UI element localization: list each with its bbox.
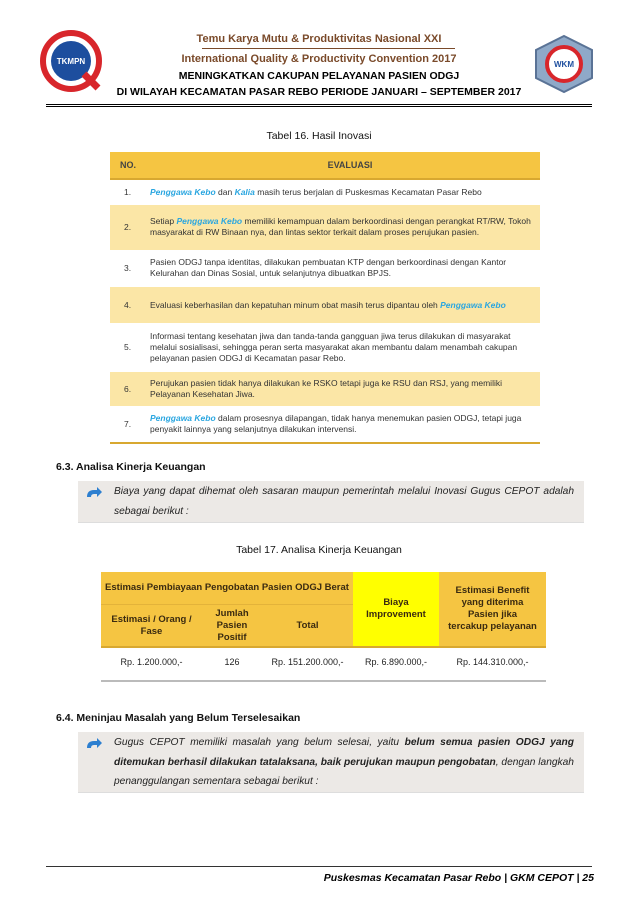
evaluation-text: memiliki kemampuan dalam berkoordinasi dengan perangkat RT/RW, Tokoh masyarakat di RW Binaan nya, dan lintas sektor terkait dalam proses perujukan pasien. (150, 216, 531, 238)
row-number: 6. (110, 372, 150, 406)
arrow-right-icon (85, 487, 103, 501)
cell-estimasi: Rp. 1.200.000,- (120, 657, 183, 667)
col-header-no: NO. (110, 152, 150, 179)
col-header-biaya: Biaya Improvement (353, 572, 439, 646)
table-row (110, 287, 540, 324)
cell-benefit: Rp. 144.310.000,- (456, 657, 529, 667)
keyword-text: Penggawa Kebo (150, 413, 216, 424)
table-row (110, 250, 540, 287)
section-6-3-note-text: Biaya yang dapat dihemat oleh sasaran maupun pemerintah melalui Inovasi Gugus CEPOT adalah sebagai berikut : (114, 486, 574, 517)
footer-rule (46, 866, 592, 867)
table17-caption: Tabel 17. Analisa Kinerja Keuangan (236, 544, 402, 556)
header-divider (202, 48, 455, 49)
row-evaluation (150, 372, 540, 406)
evaluation-text: Perujukan pasien tidak hanya dilakukan ke RSKO tetapi juga ke RSU dan RSJ, yang memiliki Pelayanan Kesehatan Jiwa. (150, 378, 502, 400)
col-header-jumlah: Jumlah Pasien Positif (202, 604, 262, 646)
col-header-evaluasi: EVALUASI (150, 152, 540, 179)
cell-total: Rp. 151.200.000,- (271, 657, 344, 667)
logo-right-text: WKM (554, 60, 574, 69)
row-number: 7. (110, 406, 150, 443)
section-6-3-heading: 6.3. Analisa Kinerja Keuangan (56, 461, 206, 473)
document-title-line1: MENINGKATKAN CAKUPAN PELAYANAN PASIEN ODGJ (178, 70, 460, 82)
section-6-4-heading: 6.4. Meninjau Masalah yang Belum Terselesaikan (56, 712, 301, 724)
col-header-estimasi: Estimasi / Orang / Fase (101, 604, 202, 646)
row-number: 3. (124, 262, 132, 273)
section-6-4-note (78, 732, 584, 793)
document-title-line2: DI WILAYAH KECAMATAN PASAR REBO PERIODE JANUARI – SEPTEMBER 2017 (116, 86, 522, 98)
keyword-text: Kalia (234, 186, 255, 197)
row-number: 1. (124, 186, 132, 197)
section-6-3-note (78, 481, 584, 523)
table-row (110, 205, 540, 250)
row-evaluation (150, 250, 540, 287)
wkm-logo (532, 34, 596, 94)
row-number: 5. (124, 342, 132, 353)
logo-left-text: TKMPN (56, 57, 86, 66)
evaluation-text: Informasi tentang kesehatan jiwa dan tanda-tanda gangguan jiwa terus dilakukan di masyarakat melalui sosialisasi, sehingga peran serta masyarakat akan membantu dalam menambah cakupan pelayanan pasien ODGJ di Kecamatan pasar Rebo. (150, 331, 518, 364)
table-row (110, 323, 540, 371)
table-header-row (110, 152, 540, 179)
keyword-text: Penggawa Kebo (150, 186, 216, 197)
arrow-right-icon (85, 738, 103, 752)
evaluation-text: Setiap (150, 216, 177, 227)
table-row (110, 179, 540, 205)
section-6-4-note-text (114, 733, 574, 792)
cell-biaya: Rp. 6.890.000,- (364, 657, 428, 667)
row-number: 2. (110, 205, 150, 250)
note-text-part: Gugus CEPOT memiliki masalah yang belum selesai, yaitu (114, 737, 405, 748)
col-header-benefit: Estimasi Benefit yang diterima Pasien jika tercakup pelayanan (439, 572, 546, 646)
note-text-emphasis: belum semua pasien ODGJ yang ditemukan berhasil dilakukan tatalaksana, baik perujukan maupun pengobatan (114, 737, 574, 768)
evaluation-text: dan (215, 186, 235, 197)
cell-jumlah: 126 (224, 657, 240, 667)
header-convention-title: International Quality & Productivity Convention 2017 (181, 53, 457, 65)
results-table (110, 152, 540, 444)
table-row (110, 372, 540, 406)
group-header: Estimasi Pembiayaan Pengobatan Pasien ODGJ Berat (101, 572, 353, 604)
table16-caption: Tabel 16. Hasil Inovasi (266, 130, 372, 142)
evaluation-text: Evaluasi keberhasilan dan kepatuhan minum obat masih terus dipantau oleh (150, 299, 441, 310)
keyword-text: Penggawa Kebo (176, 216, 243, 227)
financial-table (101, 572, 546, 684)
header-bottom-rule (0, 104, 638, 106)
table-row (110, 406, 540, 443)
row-evaluation (150, 179, 540, 205)
header-event-title: Temu Karya Mutu & Produktivitas Nasional XXI (196, 33, 442, 45)
evaluation-text: masih terus berjalan di Puskesmas Kecamatan Pasar Rebo (254, 186, 482, 197)
tkmpn-logo (40, 30, 102, 92)
evaluation-text: Pasien ODGJ tanpa identitas, dilakukan pembuatan KTP dengan berkoordinasi dengan Kantor Kelurahan dan Dinas Sosial, untuk selanjutnya dibuatkan BPJS. (150, 257, 507, 279)
row-evaluation (150, 287, 540, 324)
row-evaluation (150, 406, 540, 443)
evaluation-text: dalam prosesnya dilapangan, tidak hanya menemukan pasien ODGJ, tetapi juga penyakit lainnya yang selanjutnya dilakukan intervensi. (150, 413, 522, 435)
page-footer: Puskesmas Kecamatan Pasar Rebo | GKM CEPOT | 25 (323, 872, 594, 884)
row-evaluation (150, 205, 540, 250)
row-number: 4. (110, 287, 150, 324)
keyword-text: Penggawa Kebo (440, 299, 506, 310)
col-header-total: Total (262, 604, 353, 646)
note-text-part: , dengan langkah penanggulangan sementara sebagai berikut : (114, 756, 574, 787)
row-evaluation (150, 323, 540, 371)
